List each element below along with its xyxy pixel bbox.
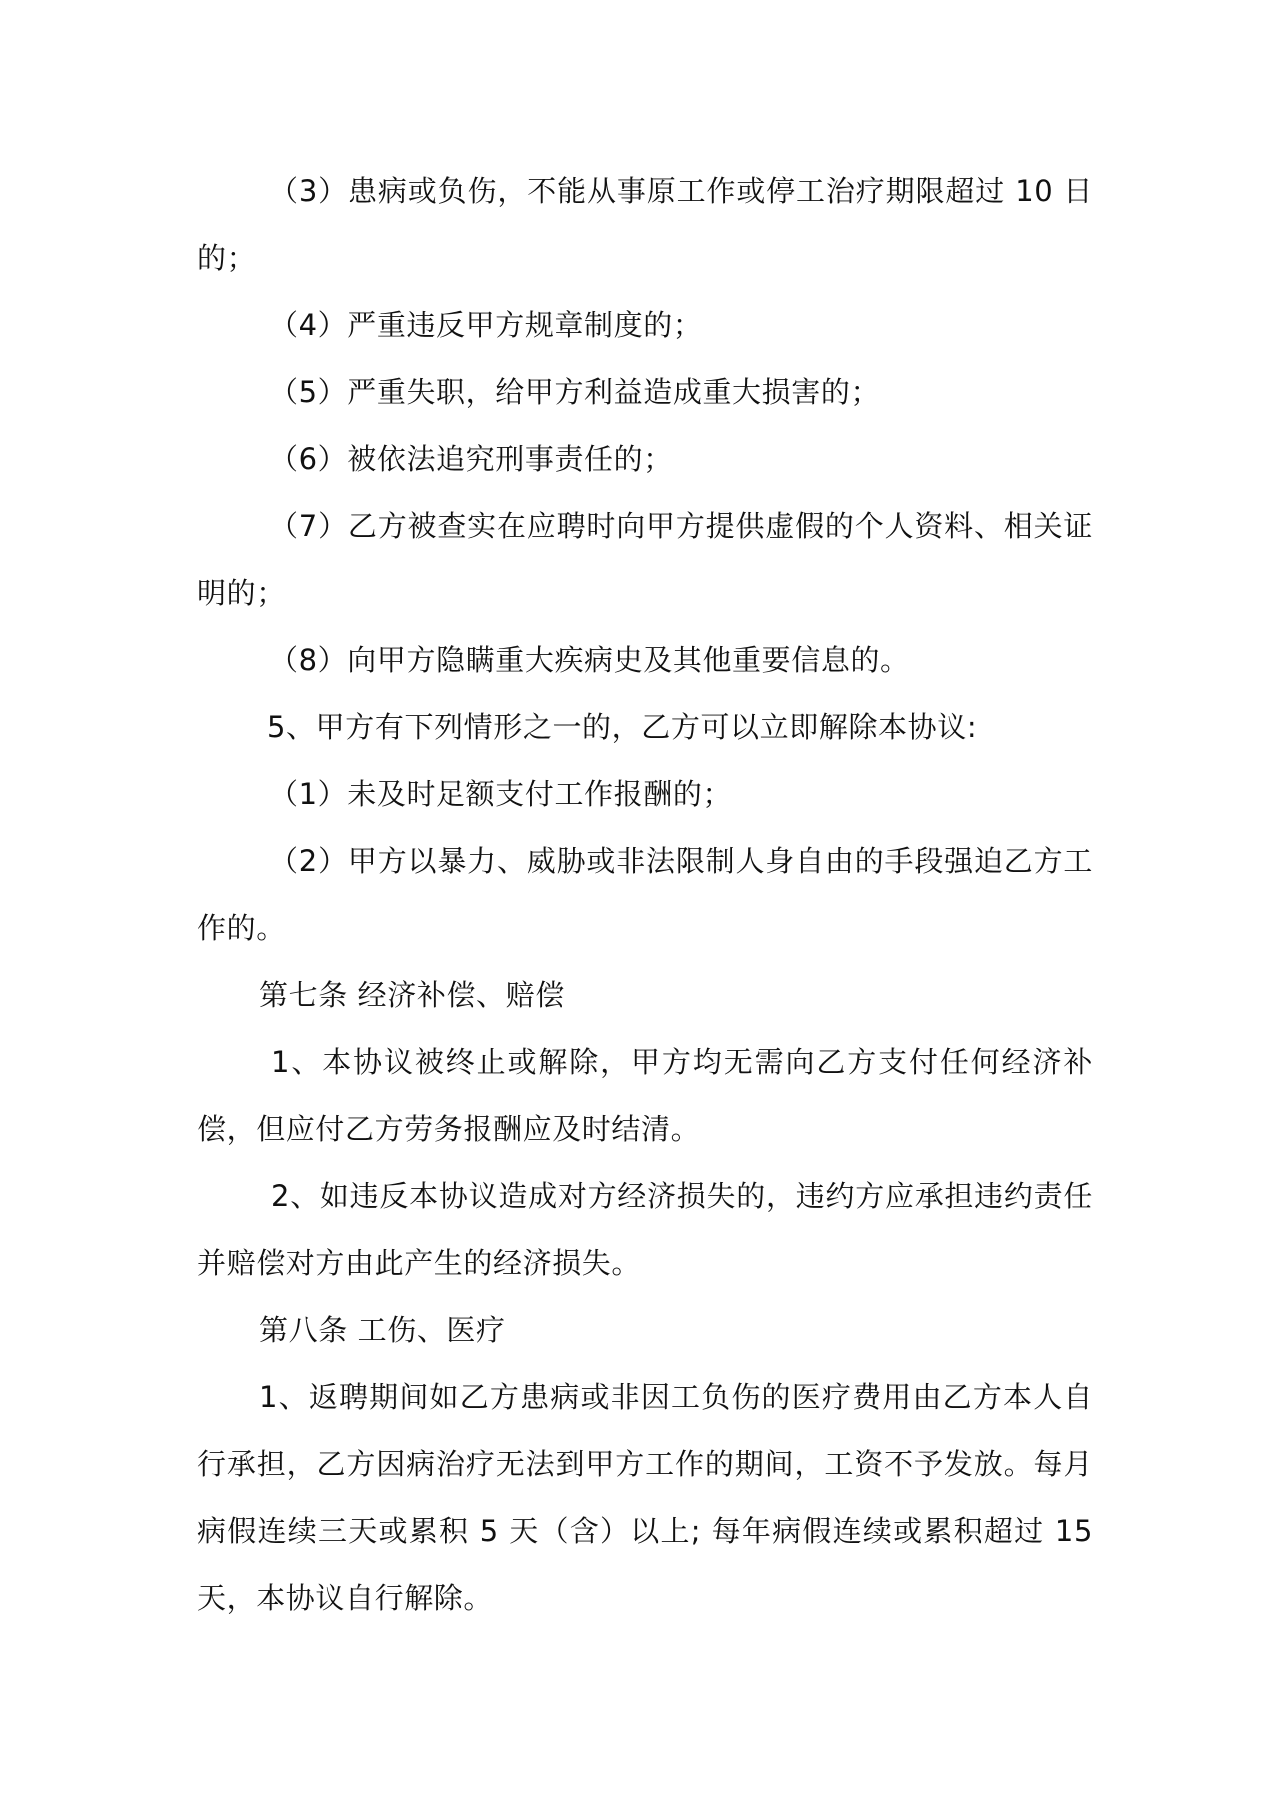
clause-5-paragraph: 5、甲方有下列情形之一的，乙方可以立即解除本协议:: [267, 710, 978, 744]
clause-5-list-item-2: （2）甲方以暴力、威胁或非法限制人身自由的手段强迫乙方工作的。: [197, 844, 1093, 945]
list-item-7: （7）乙方被查实在应聘时向甲方提供虚假的个人资料、相关证明的；: [197, 509, 1093, 610]
article-7-clause-2: 2、如违反本协议造成对方经济损失的，违约方应承担违约责任并赔偿对方由此产生的经济损失。: [197, 1179, 1093, 1280]
document-body: [197, 158, 1093, 1632]
list-item-4: （4）严重违反甲方规章制度的；: [269, 308, 703, 342]
article-7-heading: 第七条 经济补偿、赔偿: [259, 978, 565, 1012]
list-item-6: （6）被依法追究刑事责任的；: [269, 442, 673, 476]
list-item-3: （3）患病或负伤，不能从事原工作或停工治疗期限超过 10 日的；: [197, 174, 1093, 275]
clause-5-list-item-1: （1）未及时足额支付工作报酬的；: [269, 777, 733, 811]
article-8-clause-1: 1、返聘期间如乙方患病或非因工负伤的医疗费用由乙方本人自行承担，乙方因病治疗无法到甲方工作的期间，工资不予发放。每月病假连续三天或累积 5 天（含）以上; 每年病假连续或累积超过 15 天，本协议自行解除。: [197, 1380, 1093, 1615]
list-item-5: （5）严重失职，给甲方利益造成重大损害的；: [269, 375, 881, 409]
article-7-clause-1: 1、本协议被终止或解除，甲方均无需向乙方支付任何经济补偿，但应付乙方劳务报酬应及时结清。: [197, 1045, 1093, 1146]
list-item-8: （8）向甲方隐瞒重大疾病史及其他重要信息的。: [269, 643, 910, 677]
article-8-heading: 第八条 工伤、医疗: [259, 1313, 506, 1347]
